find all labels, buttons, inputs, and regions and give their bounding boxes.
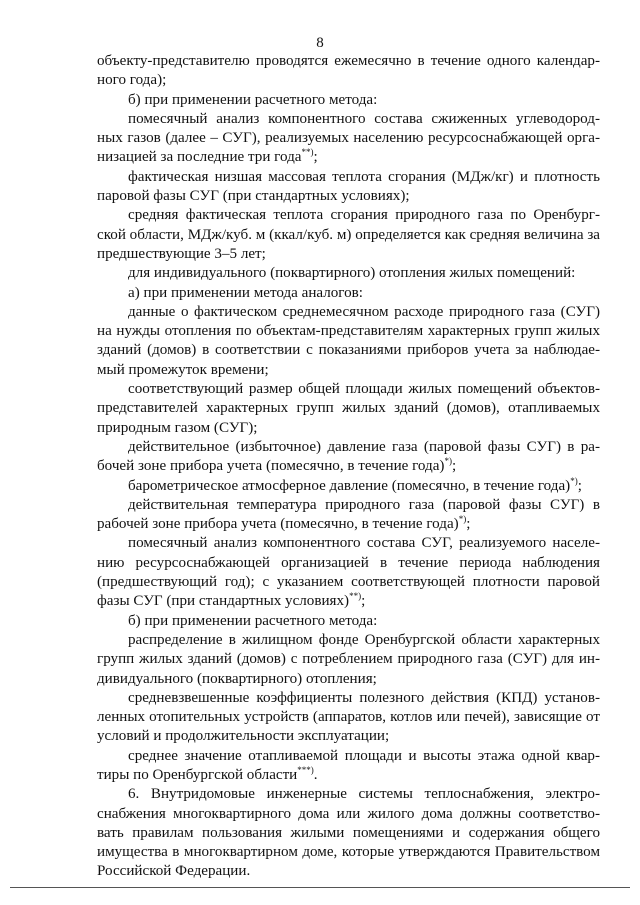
paragraph-text: средняя фактическая теплота сгорания природного газа по Оренбург-ской области, МДж/куб. м (ккал/куб. м) определяется как средняя величина за предшествующие 3–5 лет; xyxy=(97,207,600,262)
paragraph-text: средневзвешенные коэффициенты полезного действия (КПД) установ-ленных отопительных устройств (аппаратов, котлов или печей), зависящие от условий и продолжительности эксплуатации; xyxy=(97,689,600,745)
paragraph xyxy=(97,438,600,477)
paragraph xyxy=(97,91,600,110)
paragraph xyxy=(97,206,600,264)
paragraph-punctuation: . xyxy=(313,766,318,783)
paragraph xyxy=(97,264,600,283)
footnote-marker: ***) xyxy=(297,764,314,775)
footnote-marker: **) xyxy=(301,147,314,158)
paragraph-text: среднее значение отапливаемой площади и высоты этажа одной квар-тиры по Оренбургской области xyxy=(97,747,600,783)
paragraph xyxy=(97,747,600,786)
paragraph xyxy=(97,110,600,168)
paragraph xyxy=(97,534,600,611)
footnote-marker: *) xyxy=(570,475,578,486)
paragraph-text: барометрическое атмосферное давление (помесячно, в течение года) xyxy=(128,477,571,494)
paragraph-text: для индивидуального (поквартирного) отопления жилых помещений: xyxy=(128,265,576,282)
paragraph xyxy=(97,303,600,380)
paragraph-punctuation: ; xyxy=(313,149,318,166)
document-body xyxy=(97,52,600,882)
paragraph xyxy=(97,689,600,747)
paragraph-text: данные о фактическом среднемесячном расходе природного газа (СУГ) на нужды отопления по объектам-представителям характерных групп жилых зданий (домов) в соответствии с показаниями приборов учета за наблюдае-мый промежуток времени; xyxy=(97,303,600,378)
paragraph xyxy=(97,612,600,631)
paragraph-text: б) при применении расчетного метода: xyxy=(128,612,378,629)
paragraph-punctuation: ; xyxy=(361,593,366,610)
paragraph-text: фактическая низшая массовая теплота сгорания (МДж/кг) и плотность паровой фазы СУГ (при стандартных условиях); xyxy=(97,168,600,205)
footnote-marker: *) xyxy=(444,456,452,467)
footnote-marker: **) xyxy=(349,591,362,602)
paragraph-text: б) при применении расчетного метода: xyxy=(128,91,378,108)
paragraph-text: распределение в жилищном фонде Оренбургской области характерных групп жилых зданий (домов) с потреблением природного газа (СУГ) для ин-дивидуального (поквартирного) отопления; xyxy=(97,631,600,687)
paragraph-text: соответствующий размер общей площади жилых помещений объектов-представителей характерных групп жилых зданий (домов), отапливаемых природным газом (СУГ); xyxy=(97,381,600,436)
paragraph xyxy=(97,168,600,207)
paragraph xyxy=(97,785,600,881)
paragraph xyxy=(97,284,600,303)
paragraph-punctuation: ; xyxy=(577,477,582,494)
paragraph-text: объекту-представителю проводятся ежемесячно в течение одного календар-ного года); xyxy=(97,53,600,89)
paragraph-text: а) при применении метода аналогов: xyxy=(128,284,363,301)
paragraph xyxy=(97,496,600,535)
footer-rule xyxy=(10,887,630,888)
paragraph xyxy=(97,380,600,438)
paragraph-text: помесячный анализ компонентного состава сжиженных углеводород-ных газов (далее – СУГ), реализуемых населению ресурсоснабжающей орга-низацией за последние три года xyxy=(97,110,600,166)
paragraph-text: действительная температура природного газа (паровой фазы СУГ) в рабочей зоне прибора учета (помесячно, в течение года) xyxy=(97,496,600,533)
footnote-marker: *) xyxy=(458,514,467,525)
paragraph-text: 6. Внутридомовые инженерные системы теплоснабжения, электро-снабжения многоквартирного дома или жилого дома должны соответство-вать правилам пользования жилыми помещениями и содержания общего имущества в многоквартирном доме, которые утверждаются Правительством Российской Федерации. xyxy=(97,786,600,880)
paragraph xyxy=(97,52,600,91)
paragraph-text: действительное (избыточное) давление газа (паровой фазы СУГ) в ра-бочей зоне прибора учета (помесячно, в течение года) xyxy=(97,438,600,475)
paragraph xyxy=(97,631,600,689)
page-number: 8 xyxy=(316,35,324,51)
paragraph xyxy=(97,477,600,496)
paragraph-punctuation: ; xyxy=(451,458,457,475)
paragraph-text: помесячный анализ компонентного состава СУГ, реализуемого населе-нию ресурсоснабжающей организацией в течение периода наблюдения (предшествующий год); с указанием соответствующей плотности паровой фазы СУГ (при стандартных условиях) xyxy=(97,535,600,610)
paragraph-punctuation: ; xyxy=(466,516,471,533)
